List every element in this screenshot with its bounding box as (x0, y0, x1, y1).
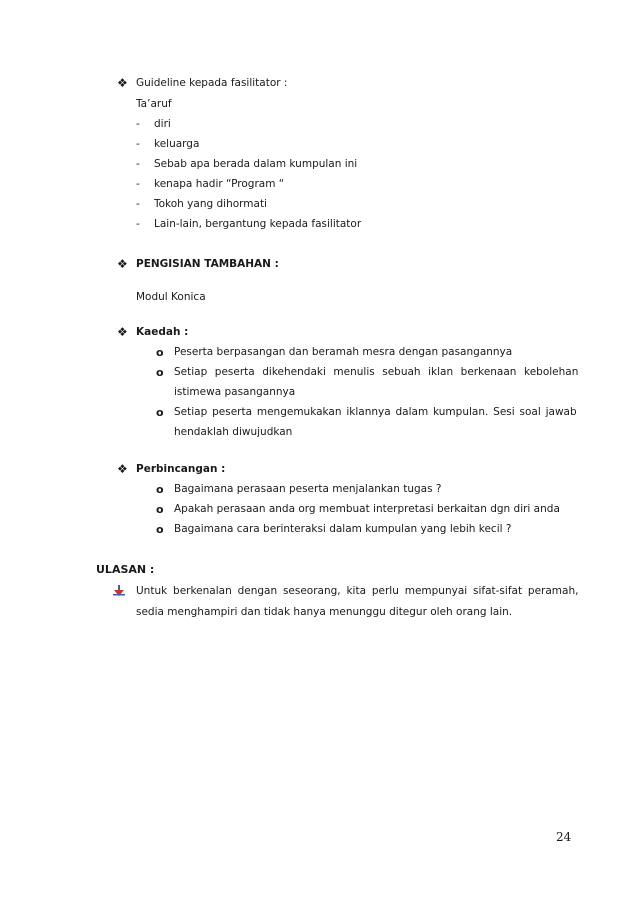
perbincangan-item: Bagaimana perasaan peserta menjalankan tugas ? (174, 483, 442, 495)
circle-bullet-icon: o (156, 483, 164, 496)
diamond-bullet-icon: ❖ (117, 257, 128, 271)
ulasan-text-continuation: sedia menghampiri dan tidak hanya menunggu ditegur oleh orang lain. (136, 606, 513, 618)
guideline-item: diri (154, 118, 171, 130)
kaedah-item-continuation: hendaklah diwujudkan (174, 426, 293, 438)
kaedah-heading: Kaedah : (136, 326, 189, 338)
pengisian-text: Modul Konica (136, 291, 206, 303)
kaedah-item: Peserta berpasangan dan beramah mesra dengan pasangannya (174, 346, 513, 358)
dash-bullet-icon: - (136, 178, 140, 190)
dash-bullet-icon: - (136, 218, 140, 230)
perbincangan-heading: Perbincangan : (136, 463, 226, 475)
ulasan-text: Untuk berkenalan dengan seseorang, kita perlu mempunyai sifat-sifat peramah, (136, 585, 579, 597)
diamond-bullet-icon: ❖ (117, 462, 128, 476)
guideline-item: Lain-lain, bergantung kepada fasilitator (154, 218, 362, 230)
pengisian-heading: PENGISIAN TAMBAHAN : (136, 258, 279, 270)
guideline-subheading: Ta’aruf (136, 98, 172, 110)
kaedah-item: Setiap peserta dikehendaki menulis sebuah iklan berkenaan kebolehan (174, 366, 579, 378)
circle-bullet-icon: o (156, 346, 164, 359)
guideline-item: Tokoh yang dihormati (154, 198, 267, 210)
guideline-item: kenapa hadir “Program “ (154, 178, 285, 190)
guideline-item: keluarga (154, 138, 200, 150)
dash-bullet-icon: - (136, 118, 140, 130)
circle-bullet-icon: o (156, 406, 164, 419)
diamond-bullet-icon: ❖ (117, 76, 128, 90)
ulasan-heading: ULASAN : (96, 563, 155, 576)
kaedah-item: Setiap peserta mengemukakan iklannya dalam kumpulan. Sesi soal jawab (174, 406, 577, 418)
circle-bullet-icon: o (156, 366, 164, 379)
dash-bullet-icon: - (136, 158, 140, 170)
circle-bullet-icon: o (156, 523, 164, 536)
dash-bullet-icon: - (136, 198, 140, 210)
guideline-item: Sebab apa berada dalam kumpulan ini (154, 158, 358, 170)
arrow-bullet-icon (113, 585, 125, 597)
diamond-bullet-icon: ❖ (117, 325, 128, 339)
perbincangan-item: Apakah perasaan anda org membuat interpretasi berkaitan dgn diri anda (174, 503, 560, 515)
kaedah-item-continuation: istimewa pasangannya (174, 386, 296, 398)
page-number: 24 (556, 830, 572, 844)
dash-bullet-icon: - (136, 138, 140, 150)
circle-bullet-icon: o (156, 503, 164, 516)
guideline-heading: Guideline kepada fasilitator : (136, 77, 288, 89)
perbincangan-item: Bagaimana cara berinteraksi dalam kumpulan yang lebih kecil ? (174, 523, 512, 535)
